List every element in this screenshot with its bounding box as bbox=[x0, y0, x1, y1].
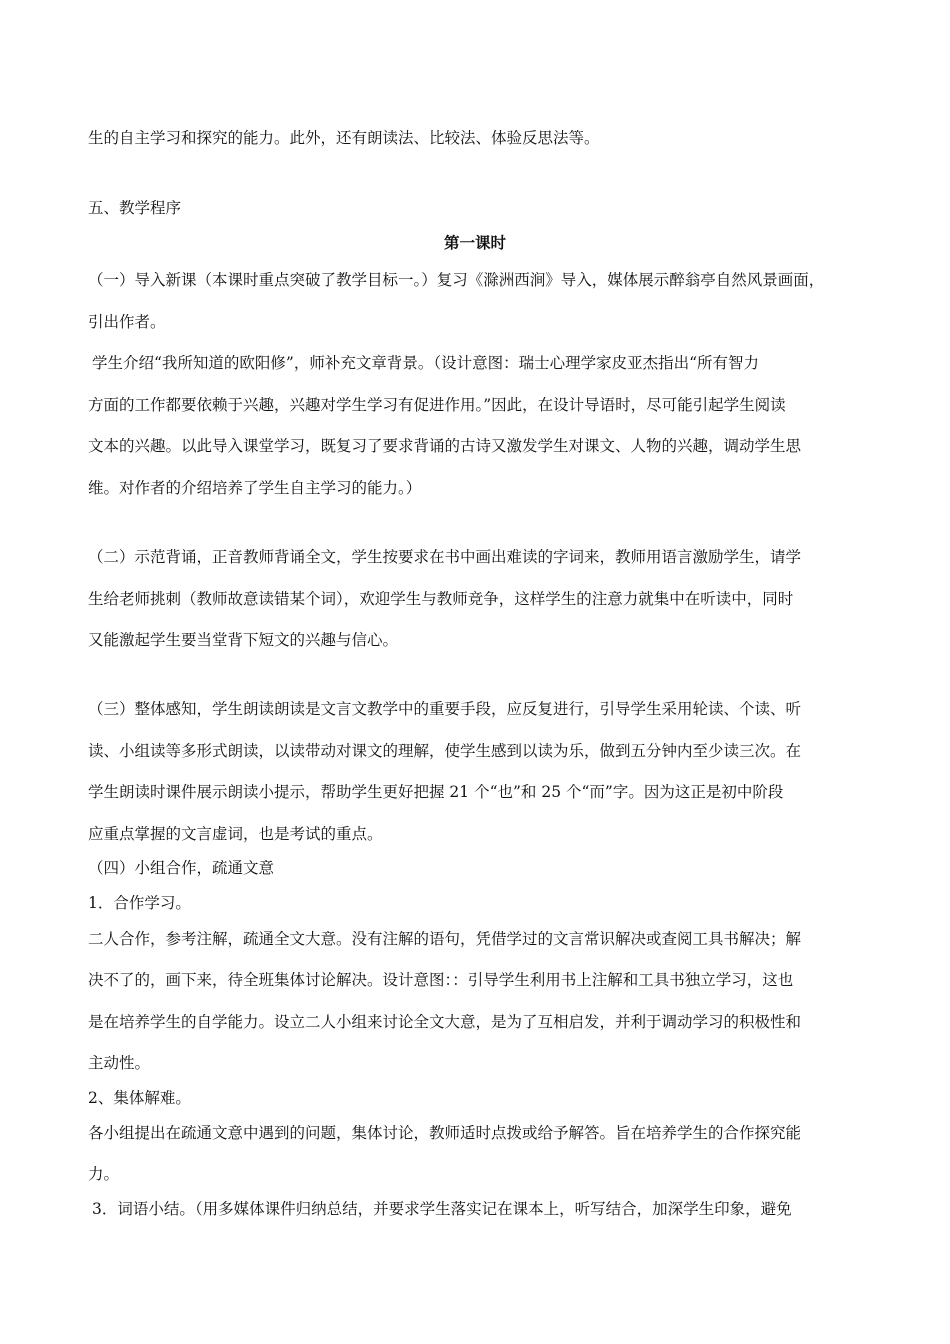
text-line: 文本的兴趣。以此导入课堂学习，既复习了要求背诵的古诗又激发学生对课文、人物的兴趣，调动学生思 bbox=[88, 437, 802, 455]
text-line: 力。 bbox=[88, 1165, 120, 1183]
text-line: 主动性。 bbox=[88, 1054, 151, 1072]
text-line: 生的自主学习和探究的能力。此外，还有朗读法、比较法、体验反思法等。 bbox=[88, 129, 600, 147]
text-line: 读、小组读等多形式朗读，以读带动对课文的理解，使学生感到以读为乐，做到五分钟内至少读三次。在 bbox=[88, 742, 802, 760]
text-line: 学生朗读时课件展示朗读小提示，帮助学生更好把握 21 个“也”和 25 个“而”字。因为这正是初中阶段 bbox=[88, 783, 784, 801]
lesson-heading: 第一课时 bbox=[443, 233, 506, 252]
text-line: 学生介绍“我所知道的欧阳修”，师补充文章背景。（设计意图：瑞士心理学家皮亚杰指出“所有智力 bbox=[92, 354, 760, 372]
text-line: 应重点掌握的文言虚词，也是考试的重点。 bbox=[88, 825, 383, 843]
text-line: （三）整体感知，学生朗读朗读是文言文教学中的重要手段，应反复进行，引导学生采用轮读、个读、听 bbox=[88, 700, 802, 718]
text-line: 各小组提出在疏通文意中遇到的问题，集体讨论，教师适时点拨或给予解答。旨在培养学生的合作探究能 bbox=[88, 1124, 802, 1142]
text-line: 方面的工作都要依赖于兴趣，兴趣对学生学习有促进作用。”因此，在设计导语时，尽可能引起学生阅读 bbox=[88, 396, 786, 414]
text-line: 是在培养学生的自学能力。设立二人小组来讨论全文大意，是为了互相启发，并利于调动学习的积极性和 bbox=[88, 1013, 802, 1031]
list-item: 2、集体解难。 bbox=[88, 1089, 191, 1107]
text-line: 决不了的，画下来，待全班集体讨论解决。设计意图：：引导学生利用书上注解和工具书独立学习，这也 bbox=[88, 971, 794, 989]
text-line: 又能激起学生要当堂背下短文的兴趣与信心。 bbox=[88, 631, 399, 649]
section-title: 五、教学程序 bbox=[88, 199, 182, 217]
subsection-title: （四）小组合作，疏通文意 bbox=[88, 859, 275, 877]
text-line: （一）导入新课（本课时重点突破了教学目标一。）复习《滁洲西涧》导入，媒体展示醉翁亭自然风景画面， bbox=[88, 271, 825, 289]
text-line: 引出作者。 bbox=[88, 313, 166, 331]
text-line: 生给老师挑刺（教师故意读错某个词），欢迎学生与教师竞争，这样学生的注意力就集中在听读中，同时 bbox=[88, 590, 794, 608]
list-item: 3．词语小结。（用多媒体课件归纳总结，并要求学生落实记在课本上，听写结合，加深学生印象，避免 bbox=[92, 1200, 792, 1218]
text-line: （二）示范背诵，正音教师背诵全文，学生按要求在书中画出难读的字词来，教师用语言激励学生，请学 bbox=[88, 548, 802, 566]
text-line: 维。对作者的介绍培养了学生自主学习的能力。） bbox=[88, 479, 422, 497]
text-line: 二人合作，参考注解，疏通全文大意。没有注解的语句，凭借学过的文言常识解决或查阅工具书解决；解 bbox=[88, 930, 802, 948]
list-item: 1．合作学习。 bbox=[88, 894, 191, 912]
